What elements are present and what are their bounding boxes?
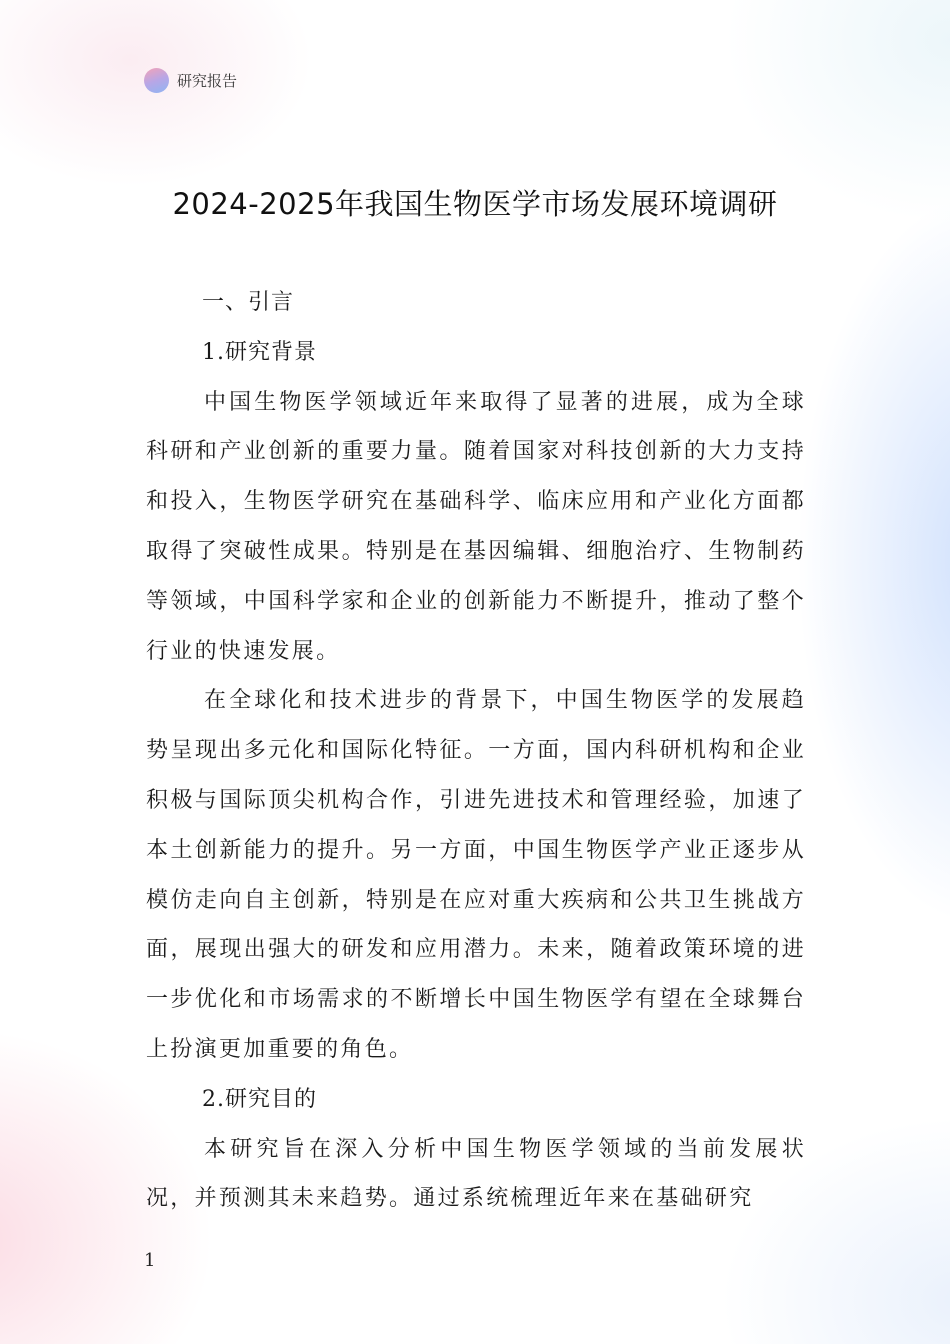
subsection-heading-background: 1.研究背景 — [202, 339, 317, 365]
page-number: 1 — [144, 1250, 156, 1271]
subsection-heading-purpose: 2.研究目的 — [202, 1086, 317, 1112]
document-body — [146, 278, 806, 1224]
report-label: 研究报告 — [177, 72, 238, 90]
document-title: 2024-2025年我国生物医学市场发展环境调研 — [172, 187, 778, 221]
paragraph-purpose-1: 本研究旨在深入分析中国生物医学领域的当前发展状况，并预测其未来趋势。通过系统梳理近年来在基础研究 — [146, 1136, 806, 1212]
report-logo-icon — [144, 68, 169, 93]
section-heading-intro: 一、引言 — [202, 290, 295, 315]
paragraph-background-2: 在全球化和技术进步的背景下，中国生物医学的发展趋势呈现出多元化和国际化特征。一方面，国内科研机构和企业积极与国际顶尖机构合作，引进先进技术和管理经验，加速了本土创新能力的提升。另一方面，中国生物医学产业正逐步从模仿走向自主创新，特别是在应对重大疾病和公共卫生挑战方面，展现出强大的研发和应用潜力。未来，随着政策环境的进一步优化和市场需求的不断增长中国生物医学有望在全球舞台上扮演更加重要的角色。 — [146, 688, 806, 1062]
report-header — [144, 68, 237, 93]
paragraph-background-1: 中国生物医学领域近年来取得了显著的进展，成为全球科研和产业创新的重要力量。随着国家对科技创新的大力支持和投入，生物医学研究在基础科学、临床应用和产业化方面都取得了突破性成果。特别是在基因编辑、细胞治疗、生物制药等领域，中国科学家和企业的创新能力不断提升，推动了整个行业的快速发展。 — [146, 389, 806, 664]
